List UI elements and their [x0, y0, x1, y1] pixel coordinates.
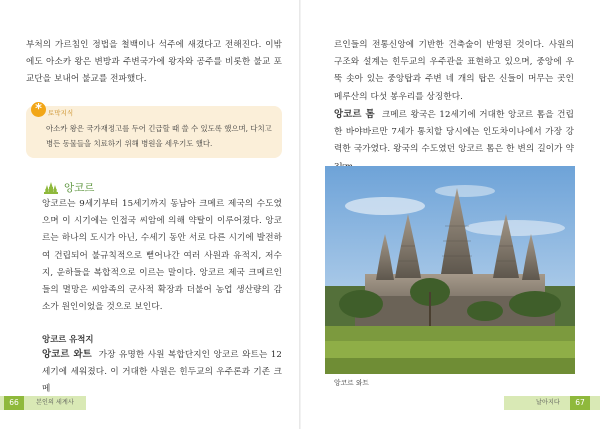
subsection-title: 앙코르 유적지: [42, 334, 94, 344]
tip-title: 토막지식: [48, 109, 74, 117]
angkor-wat-paragraph: [42, 346, 282, 399]
left-page-number: 66: [4, 396, 24, 410]
right-page-number: 67: [570, 396, 590, 410]
photo-caption: 앙코르 와트: [334, 379, 369, 387]
tip-box: [26, 102, 282, 158]
left-footer-series: 본인의 세계사: [36, 399, 74, 406]
left-top-paragraph: 부처의 가르침인 정법을 철백이나 석주에 새겼다고 전해진다. 이밖에도 아소카 왕은 변방과 주변국가에 왕자와 공주를 비롯한 불교 포교단을 보내어 불교를 전파했다.: [26, 40, 282, 85]
angkor-wat-term: 앙코르 와트: [42, 349, 92, 360]
section-paragraph: 앙코르는 9세기부터 15세기까지 동남아 크메르 제국의 수도였으며 이 시기에는 인접국 씨암에 의해 약탈이 이루어졌다. 앙코르는 하나의 도시가 아닌, 수세기 동안 서로 다른 시기에 발전하여 건립되어 불규칙적으로 뻗어나간 여러 사원과 유적지, 저수지, 운하들을 복합적으로 이르는 말이다. 앙코르 제국 크메르인들의 멸망은 씨암족의 군사적 확장과 더불어 농업 생산량의 감소가 원인이었을 것으로 보인다.: [42, 199, 282, 313]
section-title: 앙코르: [64, 182, 95, 194]
angkor-thom-text: 크메르 왕국은 12세기에 거대한 앙코르 톰을 건립한 바야바르만 7세가 통치할 당시에는 인도차이나에서 가장 강력한 국가였다. 왕국의 수도였던 앙코르 톰은 한 변의 길이가 약: [334, 110, 574, 155]
right-page: [300, 0, 600, 429]
tip-text: 아소카 왕은 국가재정고를 두어 긴급할 때 쓸 수 있도록 했으며, 다치고 병든 동물들을 치료하기 위해 병원을 세우기도 했다.: [46, 124, 272, 148]
right-footer-series: 날아지다: [536, 399, 560, 406]
angkor-temple-icon: [44, 182, 58, 194]
angkor-thom-term: 앙코르 톰: [334, 109, 375, 120]
angkor-wat-photo: [325, 166, 575, 374]
asterisk-icon: *: [31, 102, 46, 117]
right-top-paragraph: 르인들의 전통신앙에 기반한 건축술이 반영된 것이다. 사원의 구조와 설계는 힌두교의 우주관을 표현하고 있으며, 중앙에 우뚝 솟아 있는 중앙탑과 주변 네 개의 탑은 신들이 머무는 곳인 메루산의 다섯 봉우리를 상징한다.: [334, 40, 574, 102]
angkor-wat-text: 가장 유명한 사원 복합단지인 앙코르 와트는 12세기에 세워졌다. 이 거대한 사원은 힌두교의 우주론과 기존 크메: [42, 350, 282, 395]
section-heading: [44, 180, 94, 195]
